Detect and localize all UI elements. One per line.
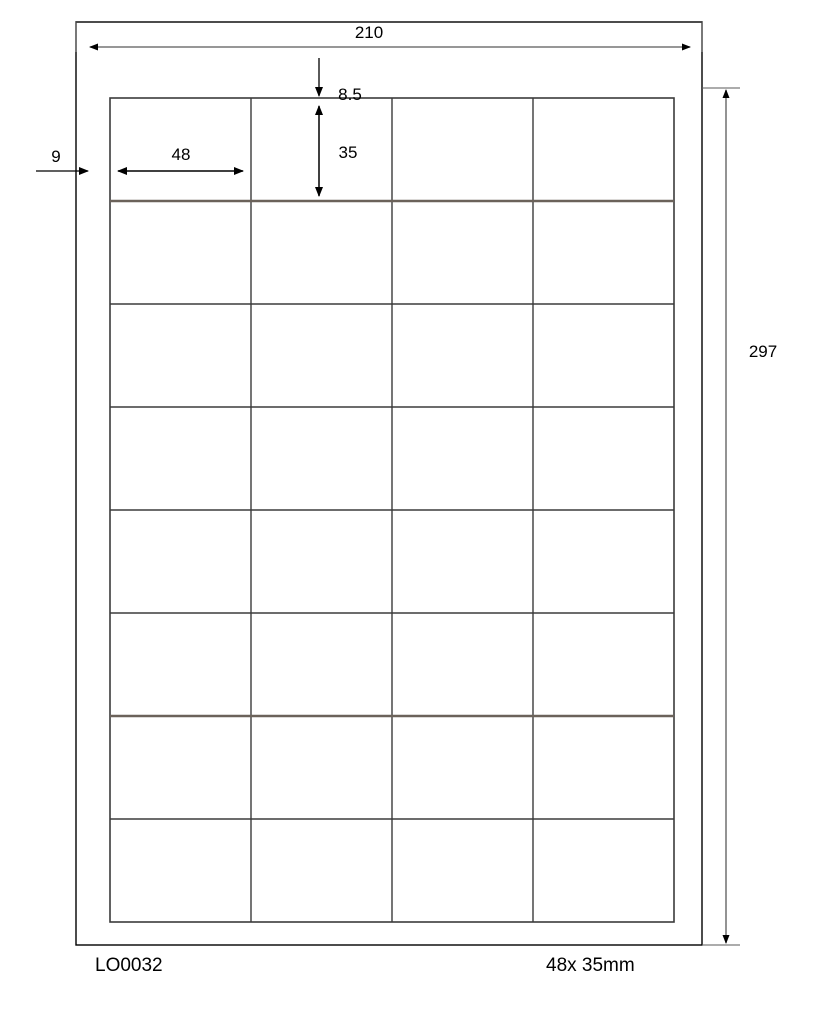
dimension-label-label-height: 35 bbox=[338, 143, 358, 162]
product-code-label: LO0032 bbox=[95, 955, 163, 976]
dimension-label-sheet-width: 210 bbox=[354, 23, 384, 42]
dimension-label-left-margin: 9 bbox=[51, 147, 61, 166]
label-size-caption: 48x 35mm bbox=[546, 955, 635, 976]
dimension-label-label-width: 48 bbox=[171, 145, 191, 164]
dimension-label-top-margin: 8.5 bbox=[338, 85, 362, 104]
dimension-label-sheet-height: 297 bbox=[748, 342, 778, 361]
